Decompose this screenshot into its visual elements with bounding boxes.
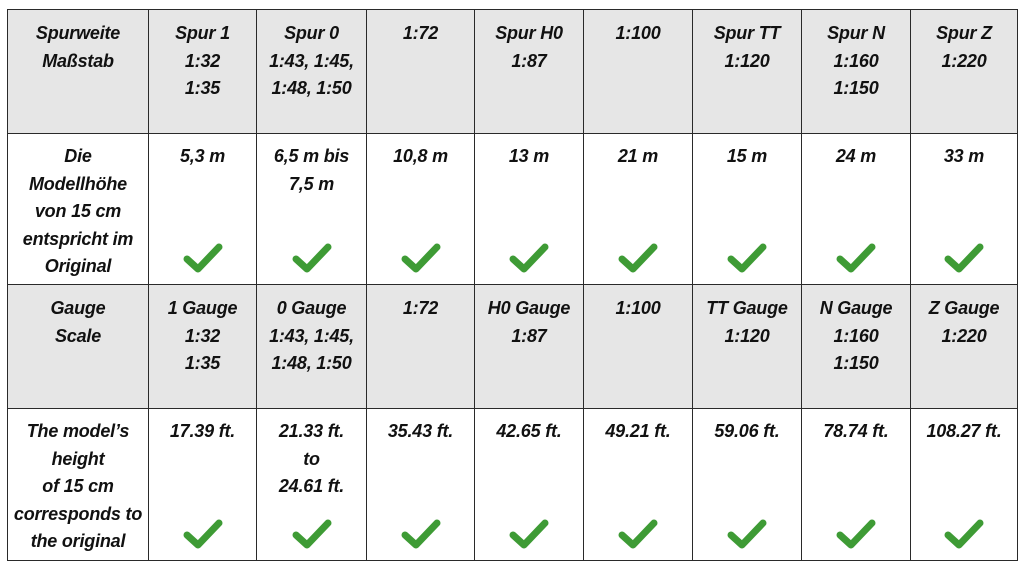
checkmark-icon — [944, 518, 984, 550]
row-label-cell — [8, 285, 149, 409]
cell-line: 1:72 — [402, 298, 439, 318]
table-row — [8, 409, 1018, 561]
height-cell — [149, 409, 257, 561]
cell-line: 1:32 — [184, 325, 221, 346]
checkmark-icon — [944, 242, 984, 274]
label-line: corresponds to — [13, 503, 143, 524]
cell-line: 1:120 — [724, 50, 770, 71]
gauge-cell — [584, 10, 693, 134]
gauge-cell — [257, 10, 367, 134]
gauge-cell — [911, 10, 1018, 134]
cell-line: 1:87 — [511, 50, 547, 71]
gauge-cell — [584, 285, 693, 409]
gauge-cell — [475, 285, 584, 409]
cell-line: 1:72 — [402, 23, 439, 43]
cell-line: Spur TT — [713, 23, 781, 43]
table-row — [8, 134, 1018, 285]
gauge-cell — [802, 10, 911, 134]
gauge-cell — [802, 285, 911, 409]
checkmark-icon — [292, 518, 332, 550]
checkmark-icon — [292, 242, 332, 274]
cell-line: Spur Z — [936, 23, 992, 43]
label-line: Spurweite — [35, 23, 121, 43]
label-line: Original — [44, 256, 112, 276]
row-label-cell — [8, 134, 149, 285]
cell-line: 24 m — [835, 146, 877, 166]
cell-line: 24.61 ft. — [278, 476, 345, 496]
cell-line: 35.43 ft. — [387, 421, 454, 441]
scale-comparison-table — [7, 9, 1018, 561]
cell-line: 13 m — [508, 146, 550, 166]
cell-line: 1:220 — [941, 325, 987, 346]
checkmark-icon — [401, 518, 441, 550]
height-cell — [584, 409, 693, 561]
cell-line: Spur 1 — [175, 23, 230, 43]
height-cell — [475, 409, 584, 561]
cell-line: 1:87 — [511, 325, 547, 346]
cell-line: 1:35 — [184, 353, 221, 373]
label-line: Scale — [54, 325, 102, 346]
gauge-cell — [693, 285, 802, 409]
cell-line: 1:150 — [833, 353, 879, 373]
cell-line: 7,5 m — [288, 173, 335, 194]
checkmark-icon — [618, 242, 658, 274]
cell-line: 21.33 ft. — [278, 421, 345, 441]
table-row — [8, 285, 1018, 409]
label-line: of 15 cm — [42, 476, 114, 496]
checkmark-icon — [836, 518, 876, 550]
cell-line: 49.21 ft. — [605, 421, 671, 441]
checkmark-icon — [727, 242, 767, 274]
checkmark-icon — [618, 518, 658, 550]
cell-line: H0 Gauge — [487, 298, 571, 318]
label-line: Maßstab — [42, 50, 114, 71]
label-line: von 15 cm — [34, 201, 122, 221]
cell-line: 1:43, 1:45, — [269, 50, 354, 71]
row-label-cell — [8, 10, 149, 134]
row-label-cell — [8, 409, 149, 561]
gauge-cell — [367, 285, 475, 409]
height-cell — [367, 134, 475, 285]
cell-line: 1:48, 1:50 — [271, 353, 352, 373]
label-line: The model’s — [26, 421, 130, 441]
cell-line: 1:160 — [833, 50, 879, 71]
label-line: the original — [30, 531, 126, 551]
height-cell — [802, 134, 911, 285]
cell-line: 21 m — [617, 146, 659, 166]
cell-line: Z Gauge — [928, 298, 1000, 318]
cell-line: 0 Gauge — [276, 298, 347, 318]
checkmark-icon — [401, 242, 441, 274]
height-cell — [475, 134, 584, 285]
height-cell — [149, 134, 257, 285]
label-line: Modellhöhe — [29, 173, 127, 194]
cell-line: 1:160 — [833, 325, 879, 346]
cell-line: 59.06 ft. — [714, 421, 780, 441]
height-cell — [911, 409, 1018, 561]
gauge-cell — [693, 10, 802, 134]
gauge-cell — [367, 10, 475, 134]
height-cell — [257, 409, 367, 561]
checkmark-icon — [509, 518, 549, 550]
checkmark-icon — [836, 242, 876, 274]
height-cell — [911, 134, 1018, 285]
cell-line: 5,3 m — [179, 146, 226, 166]
gauge-cell — [475, 10, 584, 134]
cell-line: 15 m — [726, 146, 768, 166]
height-cell — [257, 134, 367, 285]
gauge-cell — [257, 285, 367, 409]
cell-line: 42.65 ft. — [496, 421, 562, 441]
height-cell — [367, 409, 475, 561]
cell-line: 1:220 — [941, 50, 987, 71]
cell-line: Spur 0 — [284, 23, 339, 43]
label-line: Gauge — [50, 298, 106, 318]
cell-line: 1:32 — [184, 50, 221, 71]
cell-line: 1:43, 1:45, — [269, 325, 354, 346]
cell-line: 1:35 — [184, 78, 221, 98]
table-row — [8, 10, 1018, 134]
height-cell — [584, 134, 693, 285]
height-cell — [802, 409, 911, 561]
cell-line: 1:100 — [615, 23, 661, 43]
cell-line: 1:120 — [724, 325, 770, 346]
cell-line: 33 m — [943, 146, 985, 166]
cell-line: 17.39 ft. — [169, 421, 236, 441]
label-line: Die — [64, 146, 92, 166]
cell-line: 108.27 ft. — [926, 421, 1002, 441]
checkmark-icon — [183, 242, 223, 274]
cell-line: 6,5 m bis — [273, 146, 350, 166]
cell-line: 1 Gauge — [167, 298, 238, 318]
cell-line: 10,8 m — [393, 146, 448, 166]
checkmark-icon — [727, 518, 767, 550]
cell-line: 1:100 — [615, 298, 661, 318]
gauge-cell — [149, 10, 257, 134]
cell-line: TT Gauge — [706, 298, 788, 318]
checkmark-icon — [183, 518, 223, 550]
height-cell — [693, 409, 802, 561]
cell-line: 78.74 ft. — [823, 421, 889, 441]
gauge-cell — [149, 285, 257, 409]
label-line: entspricht im — [22, 228, 134, 249]
cell-line: Spur N — [827, 23, 885, 43]
checkmark-icon — [509, 242, 549, 274]
label-line: height — [51, 448, 105, 469]
cell-line: to — [303, 448, 320, 469]
cell-line: 1:48, 1:50 — [271, 78, 352, 98]
cell-line: 1:150 — [833, 78, 879, 98]
height-cell — [693, 134, 802, 285]
gauge-cell — [911, 285, 1018, 409]
cell-line: Spur H0 — [495, 23, 563, 43]
cell-line: N Gauge — [819, 298, 893, 318]
